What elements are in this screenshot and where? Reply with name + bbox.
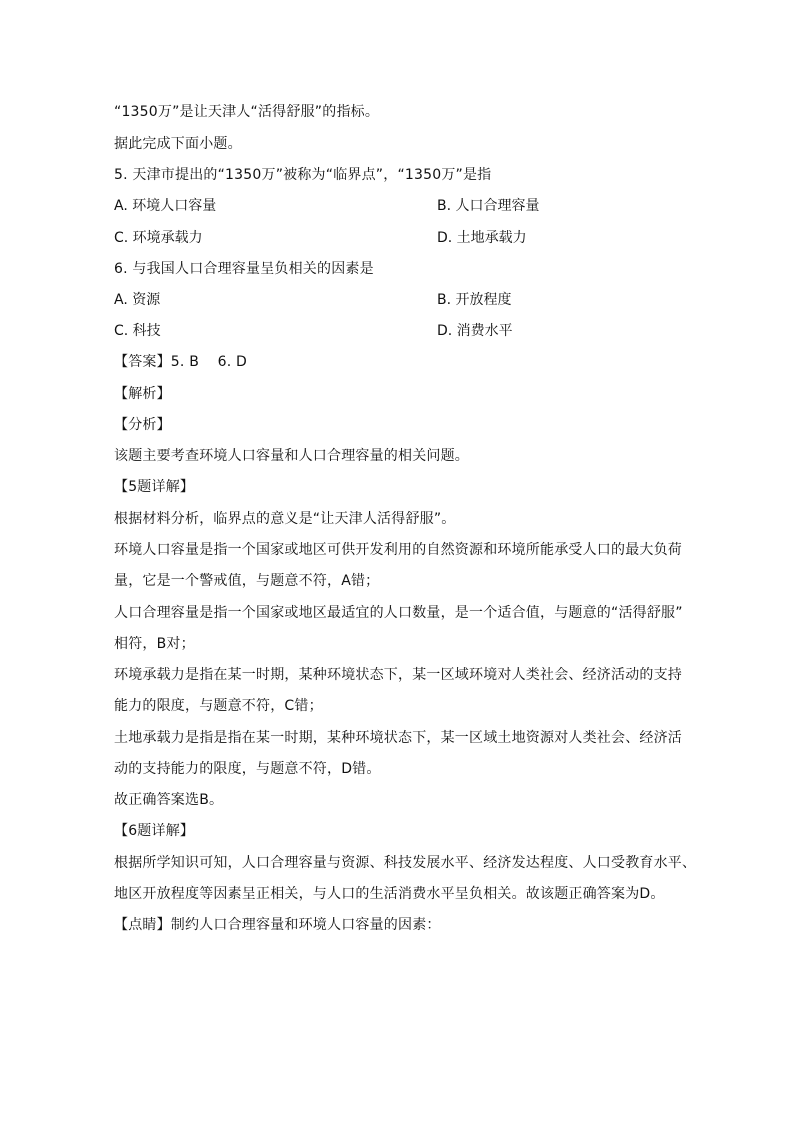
question-6-stem: 6. 与我国人口合理容量呈负相关的因素是: [114, 261, 374, 277]
q5-option-c: C. 环境承载力: [114, 230, 203, 246]
q5-detail-line: 量，它是一个警戒值，与题意不符，A错；: [114, 573, 380, 589]
q5-detail-line: 环境承载力是指在某一时期，某种环境状态下，某一区域环境对人类社会、经济活动的支持: [114, 667, 682, 683]
analysis-header: 【解析】: [114, 386, 171, 402]
fenxi-text: 该题主要考查环境人口容量和人口合理容量的相关问题。: [114, 448, 469, 464]
q6-detail-header: 【6题详解】: [114, 823, 195, 839]
q5-detail-line: 故正确答案选B。: [114, 792, 224, 808]
q5-detail-line: 能力的限度，与题意不符，C错；: [114, 698, 323, 714]
q5-option-b: B. 人口合理容量: [437, 198, 540, 214]
intro-line-2: 据此完成下面小题。: [114, 136, 242, 152]
q5-detail-line: 人口合理容量是指一个国家或地区最适宜的人口数量，是一个适合值，与题意的“活得舒服”: [114, 605, 683, 621]
q5-detail-line: 土地承载力是指是指在某一时期，某种环境状态下，某一区域土地资源对人类社会、经济活: [114, 730, 682, 746]
answer-line: 【答案】5. B 6. D: [114, 354, 248, 370]
q6-detail-line: 根据所学知识可知，人口合理容量与资源、科技发展水平、经济发达程度、人口受教育水平、: [114, 855, 697, 871]
q5-detail-header: 【5题详解】: [114, 479, 195, 495]
q5-option-d: D. 土地承载力: [437, 230, 527, 246]
question-5-stem: 5. 天津市提出的“1350万”被称为“临界点”，“1350万”是指: [114, 167, 492, 183]
intro-line-1: “1350万”是让天津人“活得舒服”的指标。: [114, 104, 380, 120]
q5-detail-line: 环境人口容量是指一个国家或地区可供开发利用的自然资源和环境所能承受人口的最大负荷: [114, 542, 682, 558]
q5-detail-line: 相符，B对；: [114, 636, 195, 652]
q6-option-b: B. 开放程度: [437, 292, 512, 308]
fenxi-header: 【分析】: [114, 417, 171, 433]
q6-option-c: C. 科技: [114, 323, 161, 339]
dianjing-line: 【点睛】制约人口合理容量和环境人口容量的因素：: [114, 917, 441, 933]
q6-option-a: A. 资源: [114, 292, 161, 308]
q6-detail-line: 地区开放程度等因素呈正相关，与人口的生活消费水平呈负相关。故该题正确答案为D。: [114, 886, 665, 902]
q5-detail-line: 根据材料分析，临界点的意义是“让天津人活得舒服”。: [114, 511, 456, 527]
q5-option-a: A. 环境人口容量: [114, 198, 217, 214]
q5-detail-line: 动的支持能力的限度，与题意不符，D错。: [114, 761, 381, 777]
q6-option-d: D. 消费水平: [437, 323, 513, 339]
